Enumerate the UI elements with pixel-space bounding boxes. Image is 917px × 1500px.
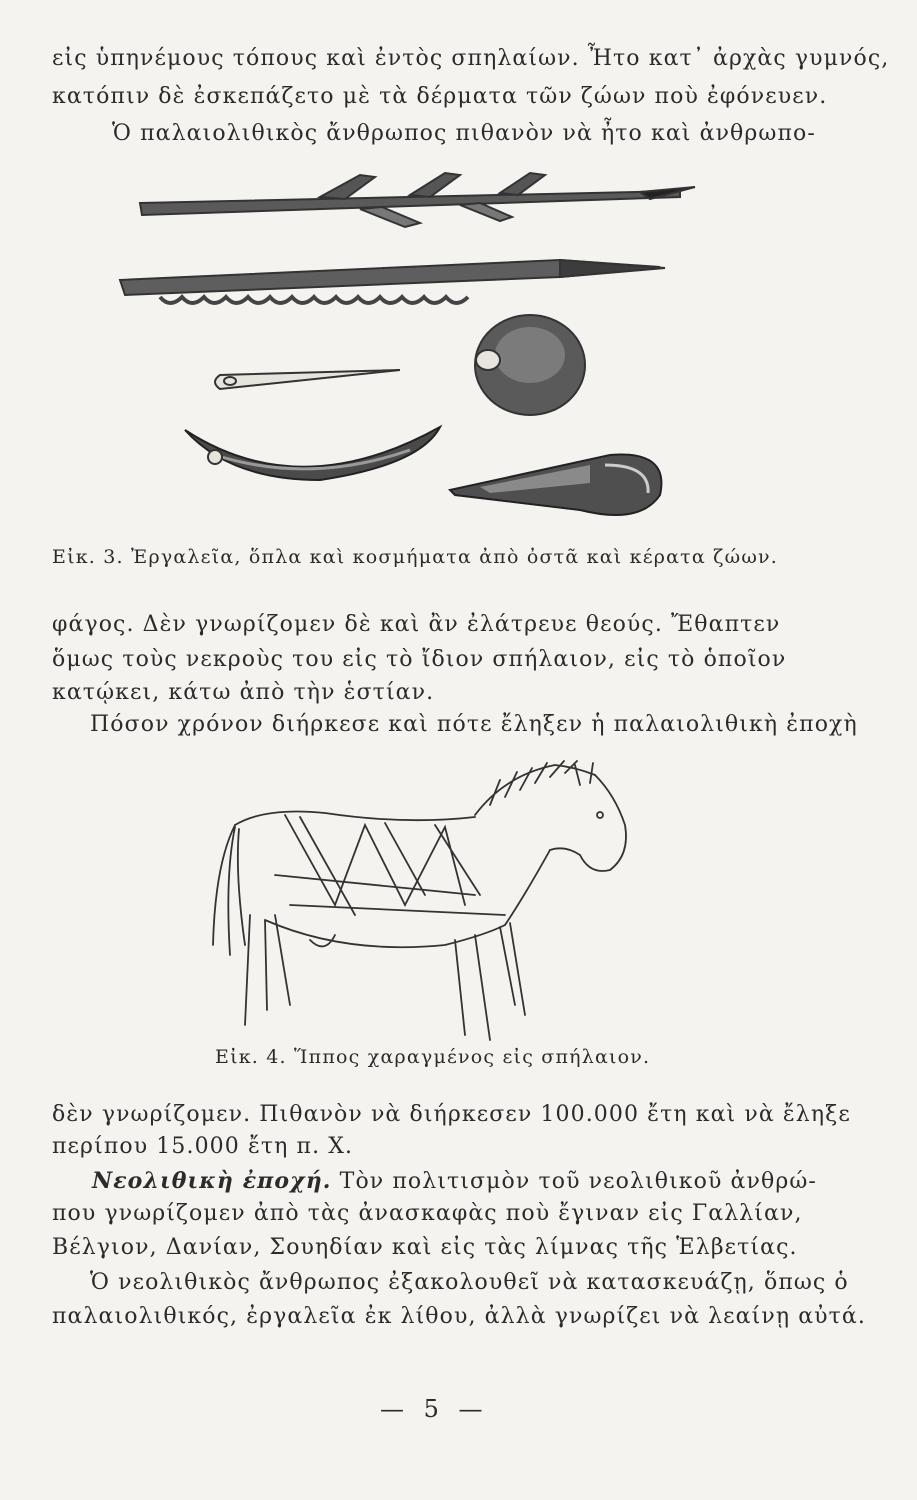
text-line: Τὸν πολιτισμὸν τοῦ νεολιθικοῦ ἀνθρώ-	[339, 1169, 817, 1194]
barbed-harpoon-illustration	[120, 260, 665, 303]
text-line: κατόπιν δὲ ἐσκεπάζετο μὲ τὰ δέρματα τῶν ζώων ποὺ ἐφόνευεν.	[52, 84, 828, 109]
text-line: Ὁ νεολιθικὸς ἄνθρωπος ἐξακολουθεῖ νὰ κατασκευάζῃ, ὅπως ὁ	[90, 1270, 849, 1295]
shell-ornament-illustration	[475, 315, 585, 415]
section-heading: Νεολιθικὴ ἐποχή.	[92, 1168, 332, 1194]
text-line: παλαιολιθικός, ἐργαλεῖα ἐκ λίθου, ἀλλὰ γνωρίζει νὰ λεαίνῃ αὐτά.	[52, 1304, 866, 1329]
page-number: — 5 —	[380, 1395, 489, 1423]
text-line: φάγος. Δὲν γνωρίζομεν δὲ καὶ ἂν ἐλάτρευε θεούς. Ἔθαπτεν	[52, 612, 781, 637]
text-line: κατῴκει, κάτω ἀπὸ τὴν ἑστίαν.	[52, 680, 435, 705]
text-line: περίπου 15.000 ἔτη π. Χ.	[52, 1134, 354, 1159]
text-line: Βέλγιον, Δανίαν, Σουηδίαν καὶ εἰς τὰς λίμνας τῆς Ἑλβετίας.	[52, 1235, 798, 1260]
carved-bone-handle-illustration	[450, 455, 661, 516]
harpoon-illustration	[140, 173, 695, 227]
text-line: που γνωρίζομεν ἀπὸ τὰς ἀνασκαφὰς ποὺ ἔγιναν εἰς Γαλλίαν,	[52, 1201, 803, 1226]
text-line: δὲν γνωρίζομεν. Πιθανὸν νὰ διήρκεσεν 100.000 ἔτη καὶ νὰ ἔληξε	[52, 1102, 851, 1127]
figure-4-horse-engraving	[205, 755, 655, 1045]
section-first-line	[92, 1166, 817, 1197]
figure-4-caption: Εἰκ. 4. Ἵππος χαραγμένος εἰς σπήλαιον.	[215, 1046, 651, 1068]
figure-3-caption: Εἰκ. 3. Ἐργαλεῖα, ὅπλα καὶ κοσμήματα ἀπὸ ὀστᾶ καὶ κέρατα ζώων.	[52, 546, 779, 568]
text-line: Πόσον χρόνον διήρκεσε καὶ πότε ἔληξεν ἡ παλαιολιθικὴ ἐποχὴ	[90, 712, 858, 737]
crescent-pendant-illustration	[185, 427, 440, 480]
figure-3-bone-tools	[120, 165, 700, 535]
text-line: ὅμως τοὺς νεκροὺς του εἰς τὸ ἴδιον σπήλαιον, εἰς τὸ ὁποῖον	[52, 647, 787, 672]
bone-needle-illustration	[215, 370, 400, 389]
text-line: εἰς ὑπηνέμους τόπους καὶ ἐντὸς σπηλαίων. Ἦτο κατ᾽ ἀρχὰς γυμνός,	[52, 46, 890, 71]
text-line: Ὁ παλαιολιθικὸς ἄνθρωπος πιθανὸν νὰ ἦτο καὶ ἀνθρωπο-	[112, 121, 816, 146]
